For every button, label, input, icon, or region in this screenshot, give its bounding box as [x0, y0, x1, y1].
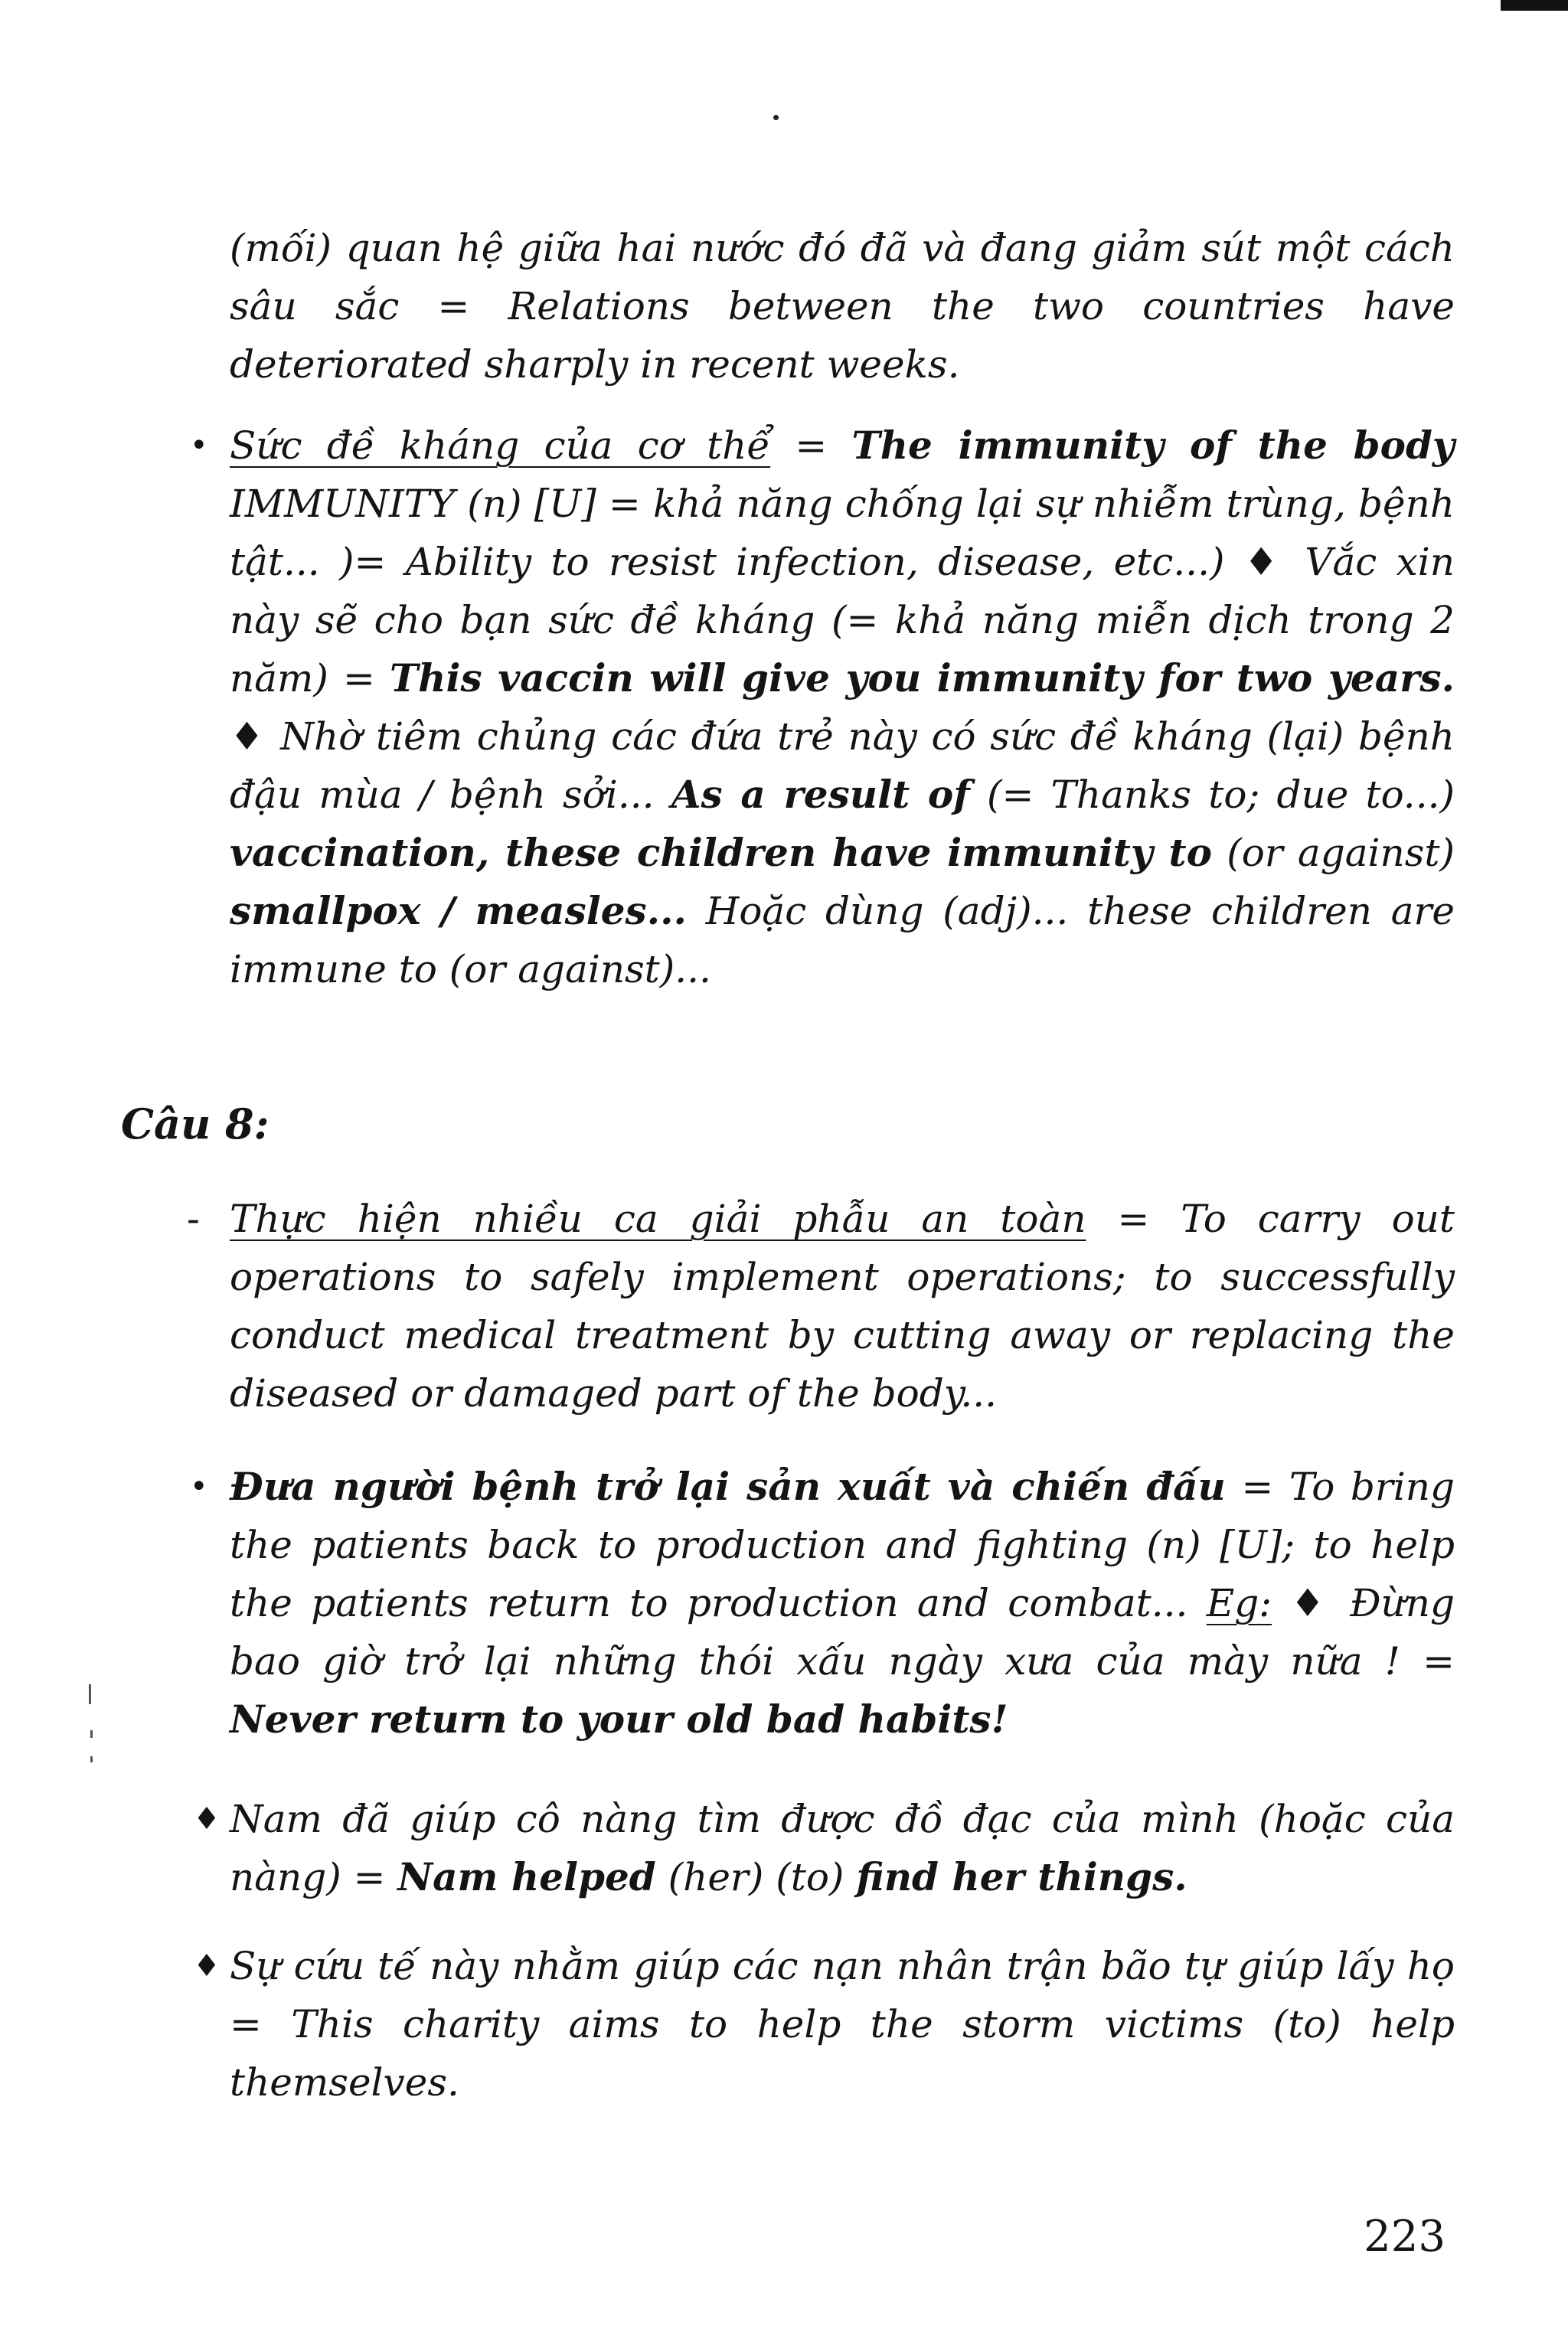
- example-vietnamese: ♦ Đừng bao giờ trở lại những thói xấu ngày xưa của mày nữa ! =: [230, 1581, 1455, 1684]
- example-vietnamese: Nam đã giúp cô nàng tìm được đồ đạc của mình (hoặc của nàng) =: [230, 1797, 1455, 1899]
- bullet-icon: ♦: [193, 1948, 220, 1984]
- example-english: Never return to your old bad habits!: [230, 1697, 1008, 1742]
- section-heading: Câu 8:: [121, 1099, 270, 1148]
- scan-speck: [773, 115, 779, 120]
- bullet-icon: •: [190, 1469, 208, 1504]
- example-english: Nam helped: [397, 1854, 656, 1899]
- paragraph-text: (mối) quan hệ giữa hai nước đó đã và đang giảm sút một cách sâu sắc = Relations between the two countries have deteriorated sharply in recent weeks.: [230, 226, 1455, 387]
- entry-definition: IMMUNITY (n) [U] = khả năng chống lại sự nhiễm trùng, bệnh tật... )= Ability to resist infection, disease, etc...) ♦ Vắc xin này sẽ cho bạn sức đề kháng (= khả năng miễn dịch trong 2 năm) =: [230, 482, 1455, 701]
- example-english: find her things.: [856, 1854, 1187, 1899]
- entry-term: Đưa người bệnh trở lại sản xuất và chiến đấu: [230, 1464, 1226, 1509]
- example-english: This vaccin will give you immunity for two years.: [389, 655, 1455, 701]
- entry-definition: = To bring the patients back to production and fighting (n) [U]; to help the patients return to production and combat...: [230, 1465, 1455, 1625]
- entry-immunity: [230, 416, 1455, 998]
- example-english: vaccination, these children have immunity to: [230, 830, 1212, 875]
- example-gloss: (or against): [1212, 831, 1455, 875]
- example-vietnamese: ♦ Nhờ tiêm chủng các đứa trẻ này có sức đề kháng (lại) bệnh đậu mùa / bệnh sởi...: [230, 714, 1455, 817]
- equals-sign: =: [770, 423, 852, 468]
- bullet-icon: ♦: [193, 1801, 220, 1837]
- example-english: As a result of: [671, 772, 970, 817]
- dash-marker: -: [187, 1197, 200, 1241]
- example-text: Sự cứu tế này nhằm giúp các nạn nhân trận bão tự giúp lấy họ = This charity aims to help the storm victims (to) help themselves.: [230, 1944, 1455, 2105]
- scan-margin-mark: [90, 1730, 93, 1738]
- entry-definition: = To carry out operations to safely implement operations; to successfully conduct medical treatment by cutting away or replacing the diseased or damaged part of the body...: [230, 1197, 1455, 1416]
- example-gloss: (her) (to): [655, 1855, 857, 1899]
- entry-term-english: The immunity of the body: [851, 423, 1455, 468]
- example-note: Hoặc dùng (adj)... these children are immune to (or against)...: [230, 889, 1455, 991]
- page-number: 223: [1364, 2212, 1446, 2262]
- entry-charity: [230, 1937, 1455, 2112]
- bullet-icon: •: [190, 428, 208, 463]
- scan-corner-mark: [1501, 0, 1568, 11]
- entry-operations: [230, 1190, 1455, 1422]
- scan-margin-mark: [90, 1756, 93, 1762]
- entry-patients: [230, 1458, 1455, 1749]
- scan-margin-mark: [89, 1684, 91, 1704]
- entry-term: Sức đề kháng của cơ thể: [230, 423, 771, 468]
- paragraph-relations: [230, 219, 1455, 394]
- example-gloss: (= Thanks to; due to...): [969, 772, 1455, 817]
- entry-term: Thực hiện nhiều ca giải phẫu an toàn: [230, 1197, 1086, 1241]
- example-english: smallpox / measles...: [230, 888, 687, 933]
- entry-nam: [230, 1790, 1455, 1906]
- example-label: Eg:: [1206, 1581, 1272, 1625]
